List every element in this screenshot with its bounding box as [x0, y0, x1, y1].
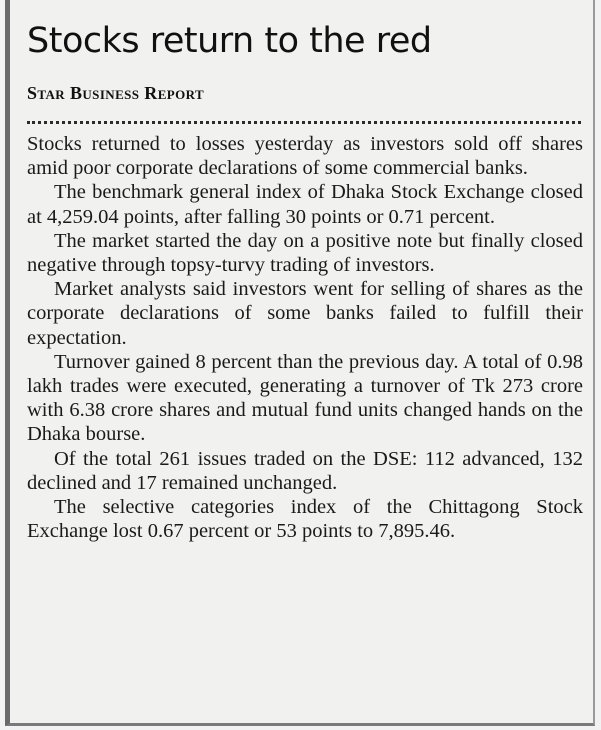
article — [27, 8, 595, 543]
headline: Stocks return to the red — [27, 21, 432, 61]
paragraph-2: The benchmark general index of Dhaka Stock Exchange closed at 4,259.04 points, after falling 30 points or 0.71 percent. — [27, 181, 583, 228]
paragraph-1: Stocks returned to losses yesterday as investors sold off shares amid poor corporate declarations of some commercial banks. — [27, 133, 583, 180]
article-body — [27, 132, 583, 543]
paragraph-6: Of the total 261 issues traded on the DSE: 112 advanced, 132 declined and 17 remained unchanged. — [27, 447, 583, 494]
paragraph-7: The selective categories index of the Chittagong Stock Exchange lost 0.67 percent or 53 points to 7,895.46. — [27, 496, 583, 543]
dotted-divider — [27, 121, 581, 124]
byline: Star Business Report — [27, 83, 205, 103]
paragraph-4: Market analysts said investors went for selling of shares as the corporate declarations of some banks failed to fulfill their expectation. — [27, 278, 583, 349]
paragraph-3: The market started the day on a positive note but finally closed negative through topsy-turvy trading of investors. — [27, 229, 583, 277]
paragraph-5: Turnover gained 8 percent than the previous day. A total of 0.98 lakh trades were executed, generating a turnover of Tk 273 crore with 6.38 crore shares and mutual fund units changed hands on the Dhaka bourse. — [27, 350, 583, 446]
